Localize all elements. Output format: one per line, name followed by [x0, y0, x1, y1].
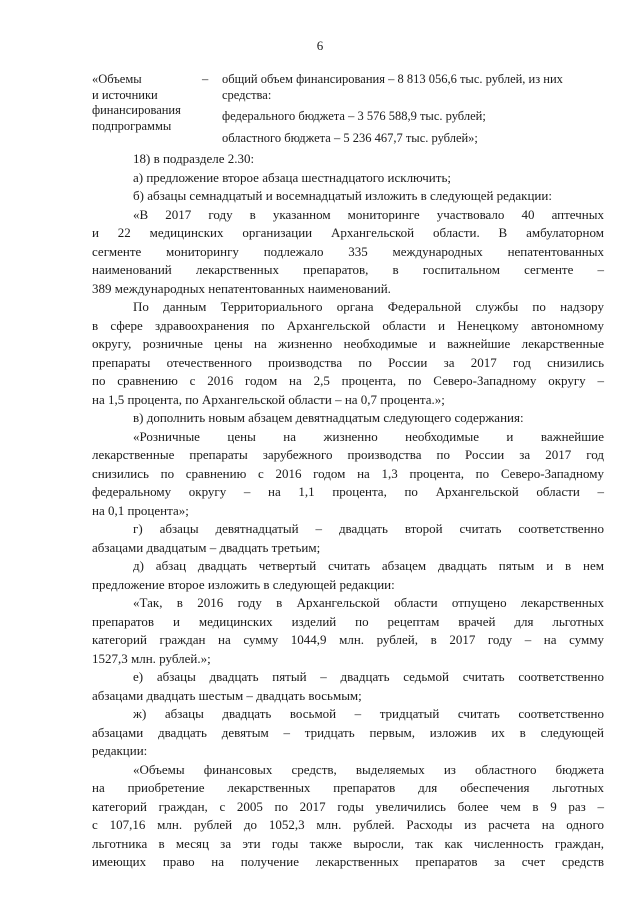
- funding-total-continued: средства:: [222, 87, 272, 102]
- body-line: ж) абзацы двадцать восьмой – тридцатый считать соответственно: [133, 706, 604, 721]
- body-line: сегменте мониторингу подлежало 335 международных непатентованных: [92, 243, 604, 259]
- body-line: 18) в подразделе 2.30:: [133, 151, 255, 166]
- body-line: на приобретение лекарственных препаратов для обеспечения льготных: [92, 780, 604, 795]
- funding-label-line: и источники: [92, 87, 158, 102]
- body-line: округу, розничные цены на жизненно необходимые и важнейшие лекарственные: [92, 336, 604, 351]
- funding-label-line: подпрограммы: [92, 118, 172, 133]
- body-line: 389 международных непатентованных наименований.: [92, 280, 391, 296]
- body-line: редакции:: [92, 743, 148, 758]
- body-line: федеральному округу – на 1,1 процента, по Архангельской области –: [92, 484, 604, 499]
- page-number: 6: [316, 38, 324, 53]
- body-line: д) абзац двадцать четвертый считать абзацем двадцать пятым и в нем: [133, 558, 604, 573]
- body-line: е) абзацы двадцать пятый – двадцать седьмой считать соответственно: [133, 669, 604, 684]
- body-line: абзацами двадцатым – двадцать третьим;: [92, 539, 321, 555]
- funding-total: общий объем финансирования – 8 813 056,6 тыс. рублей, из них: [222, 72, 563, 86]
- body-line: б) абзацы семнадцатый и восемнадцатый изложить в следующей редакции:: [133, 188, 552, 203]
- funding-label-line: «Объемы: [92, 72, 142, 86]
- body-line: По данным Территориального органа Федеральной службы по надзору: [133, 299, 604, 314]
- body-line: в) дополнить новым абзацем девятнадцатым следующего содержания:: [133, 410, 524, 425]
- body-line: в сфере здравоохранения по Архангельской области и Ненецкому автономному: [92, 317, 604, 333]
- body-line: препараты отечественного производства по России за 2017 год снизились: [92, 354, 604, 370]
- funding-label: [92, 72, 202, 134]
- body-line: абзацами двадцать шестым – двадцать восьмым;: [92, 687, 362, 703]
- body-line: снизились по сравнению с 2016 годом на 1,3 процента, по Северо-Западному: [92, 465, 604, 481]
- body-line: «Объемы финансовых средств, выделяемых из областного бюджета: [133, 761, 604, 777]
- body-line: наименований лекарственных препаратов, в госпитальном сегменте –: [92, 262, 604, 277]
- body-line: «В 2017 году в указанном мониторинге участвовало 40 аптечных: [133, 206, 604, 222]
- funding-federal: федерального бюджета – 3 576 588,9 тыс. рублей;: [222, 109, 486, 123]
- body-line: льготника в месяц за эти годы также выросли, так как численность граждан,: [92, 835, 604, 851]
- body-line: препаратов и медицинских изделий по рецептам врачей для льготных: [92, 613, 604, 629]
- body-line: г) абзацы девятнадцатый – двадцать второй считать соответственно: [133, 521, 604, 536]
- funding-dash: –: [202, 72, 209, 86]
- body-line: по сравнению с 2016 годом на 2,5 процента, по Северо-Западному округу –: [92, 373, 604, 388]
- body-line: «Розничные цены на жизненно необходимые и важнейшие: [133, 428, 604, 444]
- funding-values: [222, 72, 612, 146]
- body-line: с 107,16 млн. рублей до 1052,3 млн. рублей. Расходы из расчета на одного: [92, 817, 604, 832]
- body-line: имеющих право на получение лекарственных препаратов за счет средств: [92, 854, 604, 869]
- body-line: предложение второе изложить в следующей редакции:: [92, 576, 395, 592]
- body-line: а) предложение второе абзаца шестнадцатого исключить;: [133, 169, 451, 185]
- document-body: [92, 150, 604, 872]
- body-line: лекарственные препараты зарубежного производства по России за 2017 год: [92, 447, 604, 462]
- body-line: на 1,5 процента, по Архангельской области – на 0,7 процента.»;: [92, 391, 445, 407]
- body-line: 1527,3 млн. рублей.»;: [92, 650, 211, 666]
- body-line: и 22 медицинских организации Архангельской области. В амбулаторном: [92, 225, 604, 240]
- body-line: категорий граждан, с 2005 по 2017 годы увеличились более чем в 9 раз –: [92, 798, 604, 814]
- body-line: «Так, в 2016 году в Архангельской области отпущено лекарственных: [133, 595, 604, 610]
- funding-regional: областного бюджета – 5 236 467,7 тыс. рублей»;: [222, 130, 478, 145]
- funding-label-line: финансирования: [92, 103, 181, 117]
- body-line: категорий граждан на сумму 1044,9 млн. рублей, в 2017 году – на сумму: [92, 632, 604, 647]
- body-line: на 0,1 процента»;: [92, 502, 189, 518]
- body-line: абзацами двадцать девятым – тридцать первым, изложив их в следующей: [92, 724, 604, 740]
